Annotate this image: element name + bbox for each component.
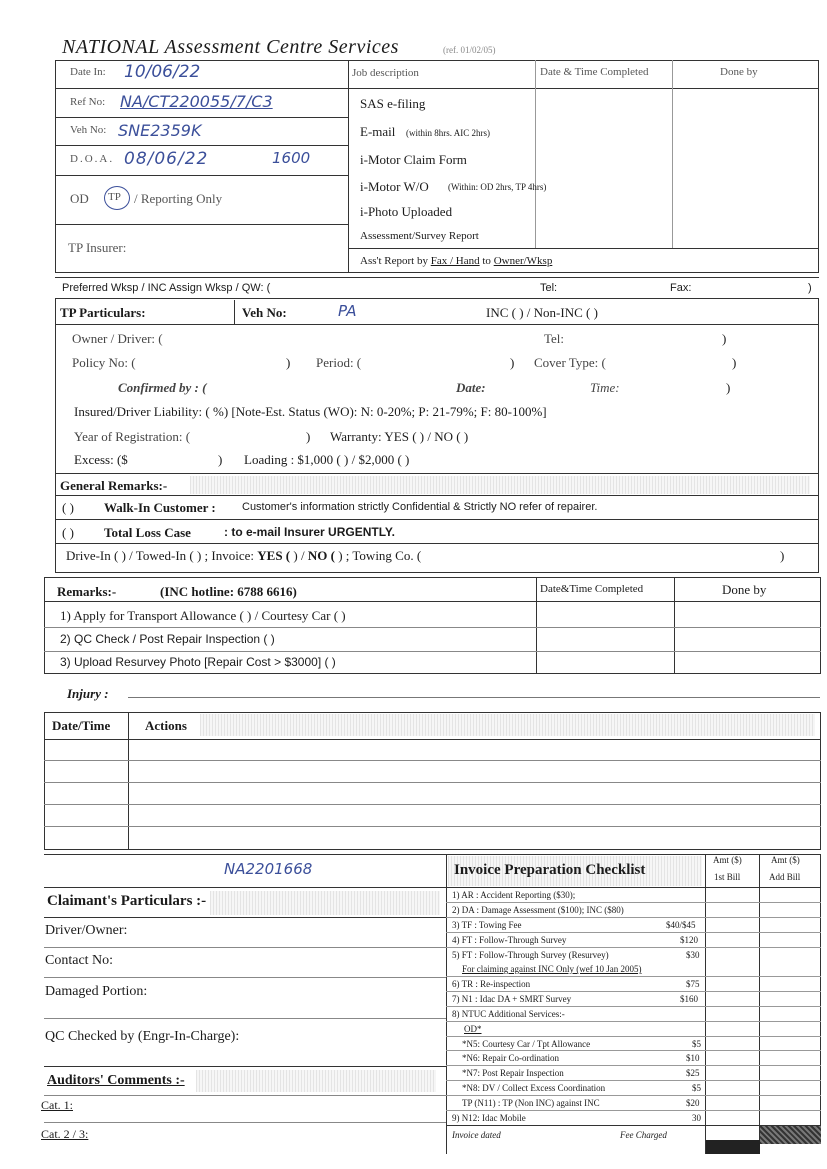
- invoice-yes: YES (: [257, 548, 291, 563]
- contact-no-label: Contact No:: [45, 953, 114, 968]
- invoice-dated-label: Invoice dated: [452, 1130, 501, 1140]
- remarks-label: Remarks:-: [57, 584, 117, 599]
- od-label: OD: [70, 191, 89, 206]
- amt-col1-sub: 1st Bill: [714, 872, 741, 882]
- total-loss-label: Total Loss Case: [104, 525, 191, 540]
- invoice-row-amt: $30: [686, 950, 700, 960]
- towing-co: ) ; Towing Co. (: [338, 548, 422, 563]
- invoice-row: TP (N11) : TP (Non INC) against INC: [462, 1098, 600, 1108]
- tp-year-reg: Year of Registration: (: [74, 429, 191, 444]
- walk-in-label: Walk-In Customer :: [104, 500, 216, 515]
- total-loss-text: : to e-mail Insurer URGENTLY.: [224, 525, 395, 539]
- drive-in-text: Drive-In ( ) / Towed-In ( ) ; Invoice:: [66, 548, 255, 563]
- invoice-row-amt: $10: [686, 1053, 700, 1063]
- invoice-checklist-title: Invoice Preparation Checklist: [454, 862, 646, 878]
- invoice-row: 8) NTUC Additional Services:-: [452, 1009, 565, 1019]
- ass-report-owner: Owner/Wksp: [493, 255, 553, 267]
- amt-col1-header: Amt ($): [713, 855, 742, 865]
- ref-no-value: NA/CT220055/7/C3: [120, 92, 273, 111]
- preferred-fax: Fax:: [670, 282, 692, 294]
- invoice-row-amt: $25: [686, 1068, 700, 1078]
- tp-loading: Loading : $1,000 ( ) / $2,000 ( ): [244, 452, 410, 467]
- reporting-only: / Reporting Only: [134, 191, 223, 206]
- invoice-row-amt: $160: [680, 994, 698, 1004]
- invoice-row: 3) TF : Towing Fee: [452, 920, 522, 930]
- scan-dark-block: [706, 1140, 760, 1154]
- inc-hotline: (INC hotline: 6788 6616): [160, 584, 297, 599]
- tp-excess-close: ): [218, 452, 223, 467]
- invoice-row: *N6: Repair Co-ordination: [462, 1053, 559, 1063]
- invoice-row-note: For claiming against INC Only (wef 10 Jan 2005): [462, 964, 642, 974]
- driver-owner-label: Driver/Owner:: [45, 923, 128, 938]
- remark-item-2: 2) QC Check / Post Repair Inspection ( ): [60, 632, 275, 646]
- form-title: NATIONAL Assessment Centre Services: [62, 36, 399, 58]
- tp-policy-no: Policy No: (: [72, 355, 136, 370]
- tp-excess: Excess: ($: [74, 452, 128, 467]
- tp-particulars-label: TP Particulars:: [60, 305, 146, 320]
- remark-item-1: 1) Apply for Transport Allowance ( ) / Courtesy Car ( ): [60, 608, 346, 623]
- job-row-photo: i-Photo Uploaded: [360, 204, 453, 219]
- invoice-row: 7) N1 : Idac DA + SMRT Survey: [452, 994, 572, 1004]
- remarks-date-header: Date&Time Completed: [540, 583, 644, 595]
- auditors-comments-label: Auditors' Comments :-: [47, 1073, 185, 1088]
- tp-label: TP: [108, 191, 121, 203]
- handwritten-ref: NA2201668: [224, 860, 313, 878]
- tp-confirmed-date: Date:: [456, 380, 486, 395]
- preferred-wksp-label: Preferred Wksp / INC Assign Wksp / QW: (: [62, 282, 271, 294]
- cat-2-3-label: Cat. 2 / 3:: [41, 1127, 89, 1141]
- qc-checked-label: QC Checked by (Engr-In-Charge):: [45, 1029, 240, 1044]
- walk-in-text: Customer's information strictly Confidential & Strictly NO refer of repairer.: [242, 501, 598, 513]
- ass-report-fax-hand: Fax / Hand: [430, 255, 480, 267]
- invoice-row: 1) AR : Accident Reporting ($30);: [452, 890, 576, 900]
- doa-time: 1600: [272, 149, 311, 167]
- invoice-row: OD*: [464, 1024, 482, 1034]
- amt-col2-header: Amt ($): [771, 855, 800, 865]
- job-row-assessment: Assessment/Survey Report: [360, 230, 479, 242]
- total-loss-paren: ( ): [62, 525, 74, 540]
- tp-veh-no-value: PA: [338, 302, 357, 320]
- job-row-email: E-mail: [360, 124, 396, 139]
- date-in-label: Date In:: [70, 66, 106, 78]
- invoice-mid: ) /: [293, 548, 305, 563]
- tp-warranty: Warranty: YES ( ) / NO ( ): [330, 429, 469, 444]
- ass-report-pre: Ass't Report by: [360, 255, 431, 267]
- invoice-row-amt: $75: [686, 979, 700, 989]
- invoice-row: 6) TR : Re-inspection: [452, 979, 531, 989]
- tp-liability: Insured/Driver Liability: ( %) [Note-Est. Status (WO): N: 0-20%; P: 21-79%; F: 80-100%]: [74, 404, 547, 419]
- date-in-value: 10/06/22: [124, 62, 201, 82]
- invoice-row-amt: $40/$45: [666, 920, 696, 930]
- claimant-particulars-label: Claimant's Particulars :-: [47, 893, 207, 909]
- veh-no-value: SNE2359K: [118, 121, 202, 140]
- cat-1-label: Cat. 1:: [41, 1098, 73, 1112]
- form-title-note: (ref. 01/02/05): [443, 45, 496, 55]
- tp-year-close: ): [306, 429, 311, 444]
- tp-policy-close: ): [286, 355, 291, 370]
- preferred-tel: Tel:: [540, 282, 558, 294]
- invoice-row-amt: $20: [686, 1098, 700, 1108]
- tp-veh-no-label: Veh No:: [242, 305, 287, 320]
- scan-dark-block-2: [760, 1126, 821, 1144]
- job-row-sas: SAS e-filing: [360, 96, 426, 111]
- tp-period-close: ): [510, 355, 515, 370]
- doa-label: D.O.A.: [70, 153, 115, 165]
- tp-owner-close: ): [722, 331, 727, 346]
- invoice-row: 2) DA : Damage Assessment ($100); INC ($80): [452, 905, 624, 915]
- actions-header: Actions: [145, 718, 187, 733]
- invoice-row: *N8: DV / Collect Excess Coordination: [462, 1083, 606, 1093]
- towing-close: ): [780, 548, 785, 563]
- invoice-row-amt: 30: [692, 1113, 701, 1123]
- tp-owner-tel: Tel:: [544, 331, 565, 346]
- job-row-email-note: (within 8hrs. AIC 2hrs): [406, 128, 490, 138]
- amt-col2-sub: Add Bill: [769, 872, 801, 882]
- job-row-wo-note: (Within: OD 2hrs, TP 4hrs): [448, 182, 547, 192]
- invoice-row-amt: $120: [680, 935, 698, 945]
- damaged-portion-label: Damaged Portion:: [45, 984, 148, 999]
- preferred-close: ): [808, 282, 812, 294]
- done-by-header: Done by: [720, 66, 758, 78]
- tp-insurer-label: TP Insurer:: [68, 240, 127, 255]
- tp-cover-type: Cover Type: (: [534, 355, 606, 370]
- invoice-row: *N5: Courtesy Car / Tpt Allowance: [462, 1039, 591, 1049]
- invoice-row: *N7: Post Repair Inspection: [462, 1068, 564, 1078]
- remarks-done-header: Done by: [722, 582, 767, 597]
- job-row-wo: i-Motor W/O: [360, 179, 429, 194]
- ass-report-mid: to: [479, 255, 494, 267]
- tp-inc-nonc: INC ( ) / Non-INC ( ): [486, 305, 598, 320]
- tp-confirmed-time: Time:: [590, 380, 620, 395]
- tp-confirmed-close: ): [726, 380, 731, 395]
- invoice-row-amt: $5: [692, 1039, 701, 1049]
- walk-in-paren: ( ): [62, 500, 74, 515]
- tp-cover-close: ): [732, 355, 737, 370]
- tp-period: Period: (: [316, 355, 362, 370]
- actions-date-header: Date/Time: [52, 718, 111, 733]
- drive-in: [66, 548, 421, 564]
- invoice-row-amt: $5: [692, 1083, 701, 1093]
- ref-no-label: Ref No:: [70, 96, 106, 108]
- tp-confirmed-by: Confirmed by : (: [118, 380, 207, 395]
- fee-charged-label: Fee Charged: [620, 1130, 667, 1140]
- tp-owner-driver: Owner / Driver: (: [72, 331, 163, 346]
- job-row-ass-report: [360, 255, 552, 267]
- doa-value: 08/06/22: [124, 149, 209, 169]
- remark-item-3: 3) Upload Resurvey Photo [Repair Cost > $3000] ( ): [60, 655, 336, 669]
- job-row-claim-form: i-Motor Claim Form: [360, 152, 467, 167]
- invoice-row: 4) FT : Follow-Through Survey: [452, 935, 567, 945]
- date-time-completed-header: Date & Time Completed: [540, 66, 649, 78]
- job-description-header: Job description: [352, 67, 419, 79]
- invoice-row: 5) FT : Follow-Through Survey (Resurvey): [452, 950, 609, 960]
- invoice-no: NO (: [307, 548, 335, 563]
- invoice-row: 9) N12: Idac Mobile: [452, 1113, 526, 1123]
- injury-label: Injury :: [67, 686, 109, 701]
- veh-no-label: Veh No:: [70, 124, 107, 136]
- general-remarks-label: General Remarks:-: [60, 478, 168, 493]
